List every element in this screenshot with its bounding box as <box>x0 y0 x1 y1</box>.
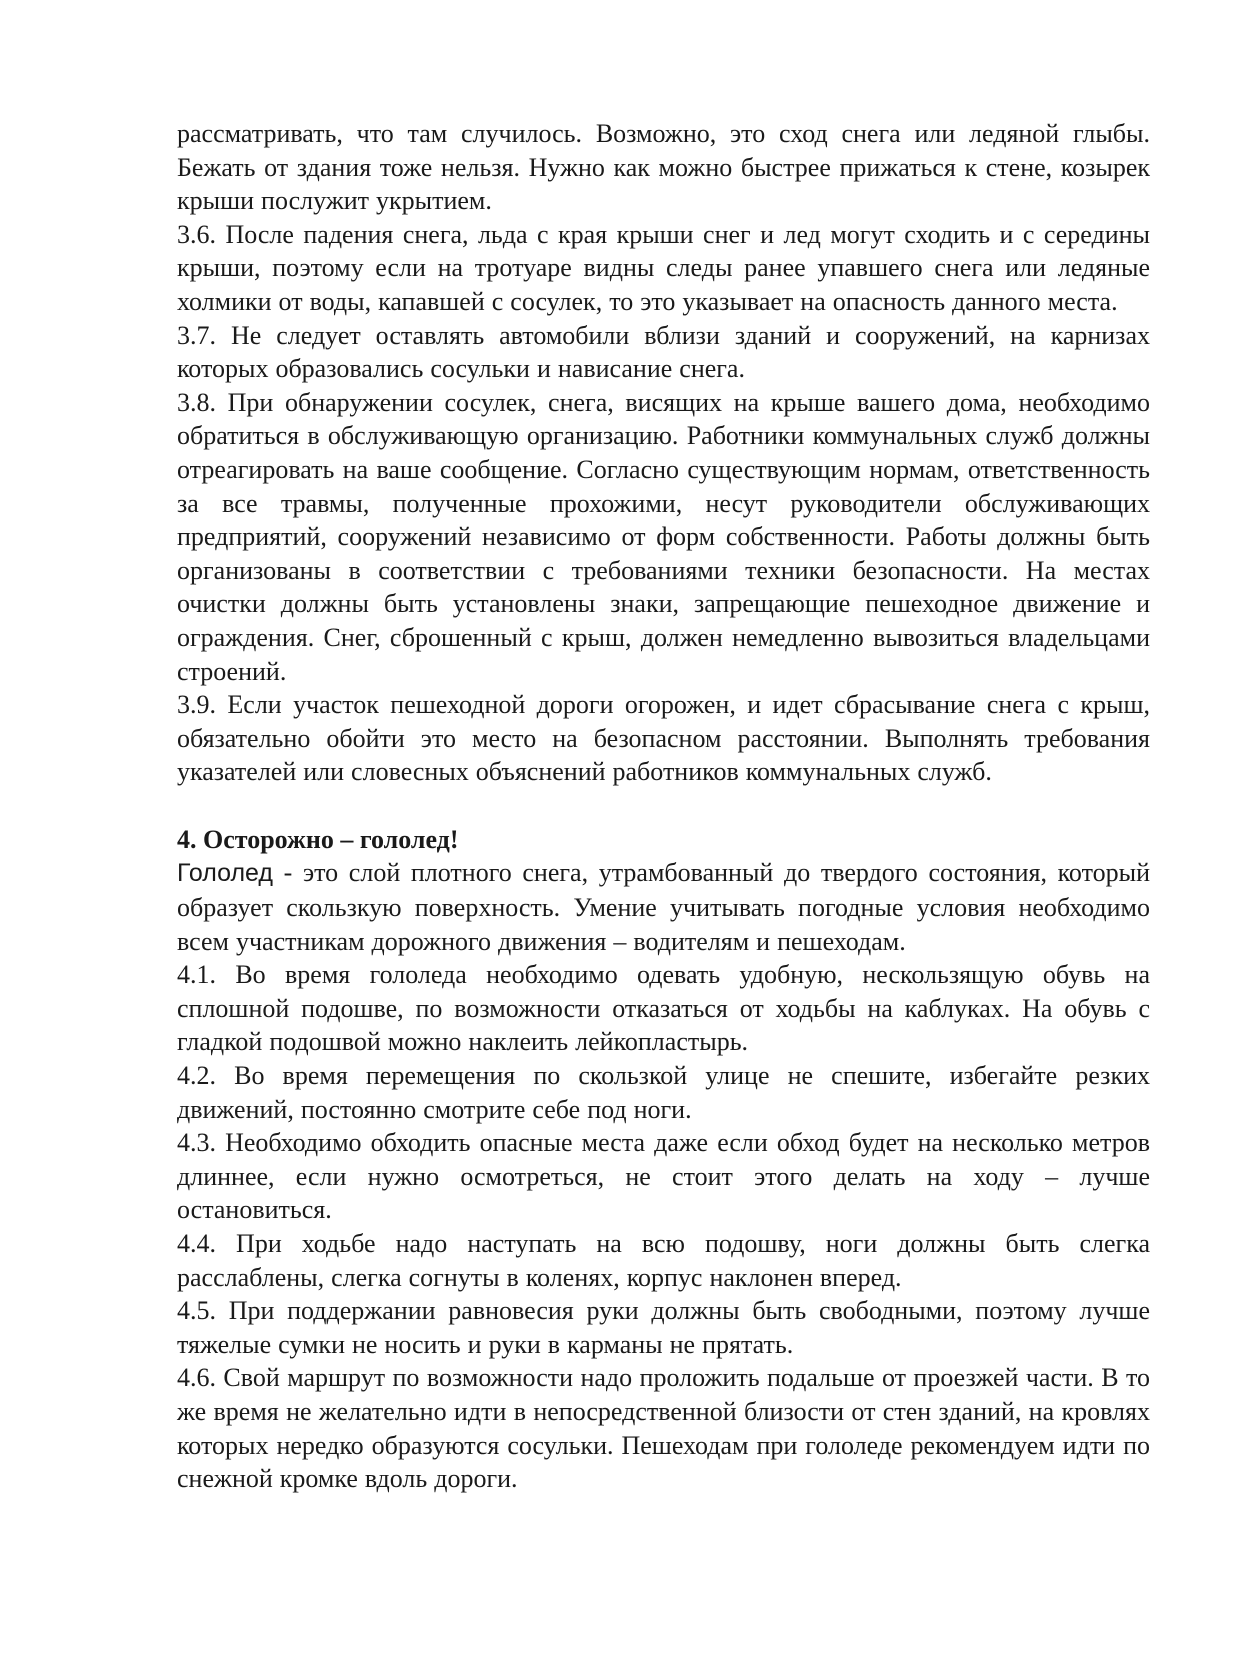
continuation-paragraph: рассматривать, что там случилось. Возможно, это сход снега или ледяной глыбы. Бежать от здания тоже нельзя. Нужно как можно быстрее прижаться к стене, козырек крыши послужит укрытием. <box>177 119 1150 216</box>
item-4-6: 4.6. Свой маршрут по возможности надо проложить подальше от проезжей части. В то же время не желательно идти в непосредственной близости от стен зданий, на кровлях которых нередко образуются сосульки. Пешеходам при гололеде рекомендуем идти по снежной кромке вдоль дороги. <box>177 1363 1150 1494</box>
item-3-7: 3.7. Не следует оставлять автомобили вблизи зданий и сооружений, на карнизах которых образовались сосульки и нависание снега. <box>177 320 1150 384</box>
document-page <box>177 117 1150 1496</box>
item-4-5: 4.5. При поддержании равновесия руки должны быть свободными, поэтому лучше тяжелые сумки не носить и руки в карманы не прятать. <box>177 1296 1150 1359</box>
item-4-1: 4.1. Во время гололеда необходимо одевать удобную, нескользящую обувь на сплошной подошве, по возможности отказаться от ходьбы на каблуках. На обувь с гладкой подошвой можно наклеить лейкопластырь. <box>177 960 1150 1057</box>
item-4-3: 4.3. Необходимо обходить опасные места даже если обход будет на несколько метров длиннее, если нужно осмотреться, не стоит этого делать на ходу – лучше остановиться. <box>177 1128 1150 1225</box>
item-4-4: 4.4. При ходьбе надо наступать на всю подошву, ноги должны быть слегка расслаблены, слегка согнуты в коленях, корпус наклонен вперед. <box>177 1229 1150 1292</box>
item-3-6: 3.6. После падения снега, льда с края крыши снег и лед могут сходить и с середины крыши, поэтому если на тротуаре видны следы ранее упавшего снега или ледяные холмики от воды, капавшей с сосулек, то это указывает на опасность данного места. <box>177 219 1150 316</box>
intro-text: - это слой плотного снега, утрамбованный до твердого состояния, который образует скользкую поверхность. Умение учитывать погодные условия необходимо всем участникам дорожного движения – водителям и пешеходам. <box>177 858 1150 956</box>
intro-term: Гололед <box>177 859 273 888</box>
item-4-2: 4.2. Во время перемещения по скользкой улице не спешите, избегайте резких движений, постоянно смотрите себе под ноги. <box>177 1061 1150 1124</box>
item-3-9: 3.9. Если участок пешеходной дороги огорожен, и идет сбрасывание снега с крыш, обязательно обойти это место на безопасном расстоянии. Выполнять требования указателей или словесных объяснений работников коммунальных служб. <box>177 690 1150 787</box>
item-3-8: 3.8. При обнаружении сосулек, снега, висящих на крыше вашего дома, необходимо обратиться в обслуживающую организацию. Работники коммунальных служб должны отреагировать на ваше сообщение. Согласно существующим нормам, ответственность за все травмы, полученные прохожими, несут руководители обслуживающих предприятий, сооружений независимо от форм собственности. Работы должны быть организованы в соответствии с требованиями техники безопасности. На местах очистки должны быть установлены знаки, запрещающие пешеходное движение и ограждения. Снег, сброшенный с крыш, должен немедленно вывозиться владельцами строений. <box>177 387 1150 686</box>
section-4-heading: 4. Осторожно – гололед! <box>177 824 459 854</box>
section-4-intro <box>177 856 1150 958</box>
